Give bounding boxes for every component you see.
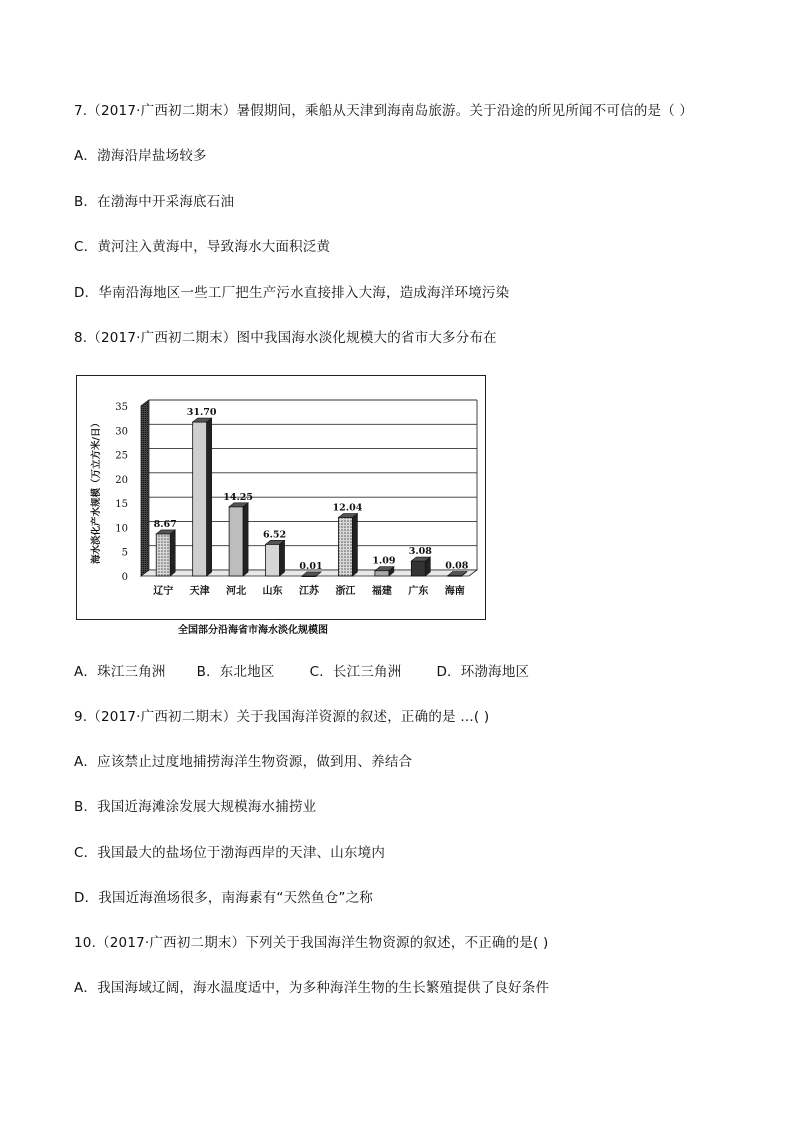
q8-option-d: D．环渤海地区 (436, 664, 530, 680)
y-tick-label: 35 (115, 402, 128, 413)
q9-stem: 9.（2017·广西初二期末）关于我国海洋资源的叙述，正确的是 …( ) (74, 709, 490, 725)
side-wall (141, 400, 149, 576)
q9-option-b: B．我国近海滩涂发展大规模海水捕捞业 (74, 799, 317, 815)
x-tick-label: 江苏 (299, 586, 319, 597)
y-tick-label: 25 (115, 450, 128, 462)
x-tick-label: 广东 (408, 586, 429, 597)
data-label: 14.25 (223, 491, 253, 503)
data-label: 8.67 (153, 518, 177, 530)
q8-stem: 8.（2017·广西初二期末）图中我国海水淡化规模大的省市大多分布在 (74, 330, 497, 346)
bar (375, 571, 389, 576)
chart-caption: 全国部分沿海省市海水淡化规模图 (178, 625, 328, 636)
chart-frame (76, 375, 486, 620)
q10-stem: 10.（2017·广西初二期末）下列关于我国海洋生物资源的叙述，不正确的是( ) (74, 935, 549, 951)
y-tick-label: 20 (115, 474, 128, 486)
bar-side (207, 418, 212, 576)
q10-option-a: A．我国海域辽阔，海水温度适中，为多种海洋生物的生长繁殖提供了良好条件 (74, 980, 550, 996)
q8-option-c: C．长江三角洲 (309, 664, 402, 680)
y-tick-label: 10 (115, 523, 128, 535)
bar-side (170, 530, 175, 576)
bar-side (352, 514, 357, 576)
bar (266, 544, 280, 576)
data-label: 31.70 (186, 407, 217, 419)
data-label: 6.52 (262, 529, 287, 541)
x-tick-label: 浙江 (335, 586, 356, 597)
bar-side (280, 540, 285, 576)
data-label: 0.08 (445, 560, 469, 572)
y-tick-label: 15 (115, 499, 128, 511)
x-tick-label: 福建 (371, 586, 392, 597)
data-label: 3.08 (408, 546, 432, 558)
q9-option-d: D．我国近海渔场很多，南海素有“天然鱼仓”之称 (74, 890, 373, 906)
bar-side (243, 503, 248, 576)
y-axis-title: 海水淡化产水规模（万立方米/日） (91, 418, 102, 564)
y-tick-label: 5 (121, 547, 128, 559)
x-tick-label: 山东 (262, 586, 283, 597)
bar (193, 422, 207, 576)
x-tick-label: 河北 (226, 586, 247, 597)
x-tick-label: 海南 (444, 586, 465, 597)
data-label: 0.01 (299, 560, 323, 572)
data-label: 1.09 (372, 555, 396, 567)
q7-option-a: A．渤海沿岸盐场较多 (74, 148, 207, 164)
q7-option-d: D．华南沿海地区一些工厂把生产污水直接排入大海，造成海洋环境污染 (74, 285, 510, 301)
y-tick-label: 30 (115, 426, 128, 438)
q8-options (74, 663, 529, 681)
bar (338, 518, 352, 576)
bar (229, 507, 243, 576)
q7-stem: 7.（2017·广西初二期末）暑假期间，乘船从天津到海南岛旅游。关于沿途的所见所闻不可信的是（ ） (74, 103, 694, 119)
q9-option-c: C．我国最大的盐场位于渤海西岸的天津、山东境内 (74, 845, 386, 861)
q9-option-a: A．应该禁止过度地捕捞海洋生物资源，做到用、养结合 (74, 754, 413, 770)
bar-chart (77, 376, 485, 619)
q8-option-b: B．东北地区 (196, 664, 275, 680)
q7-option-b: B．在渤海中开采海底石油 (74, 194, 235, 210)
bar (411, 561, 425, 576)
q8-option-a: A．珠江三角洲 (74, 664, 166, 680)
x-tick-label: 辽宁 (153, 586, 174, 597)
y-tick-label: 0 (121, 572, 128, 583)
data-label: 12.04 (332, 502, 363, 514)
bar (156, 534, 170, 576)
q7-option-c: C．黄河注入黄海中，导致海水大面积泛黄 (74, 239, 331, 255)
x-tick-label: 天津 (189, 586, 210, 597)
